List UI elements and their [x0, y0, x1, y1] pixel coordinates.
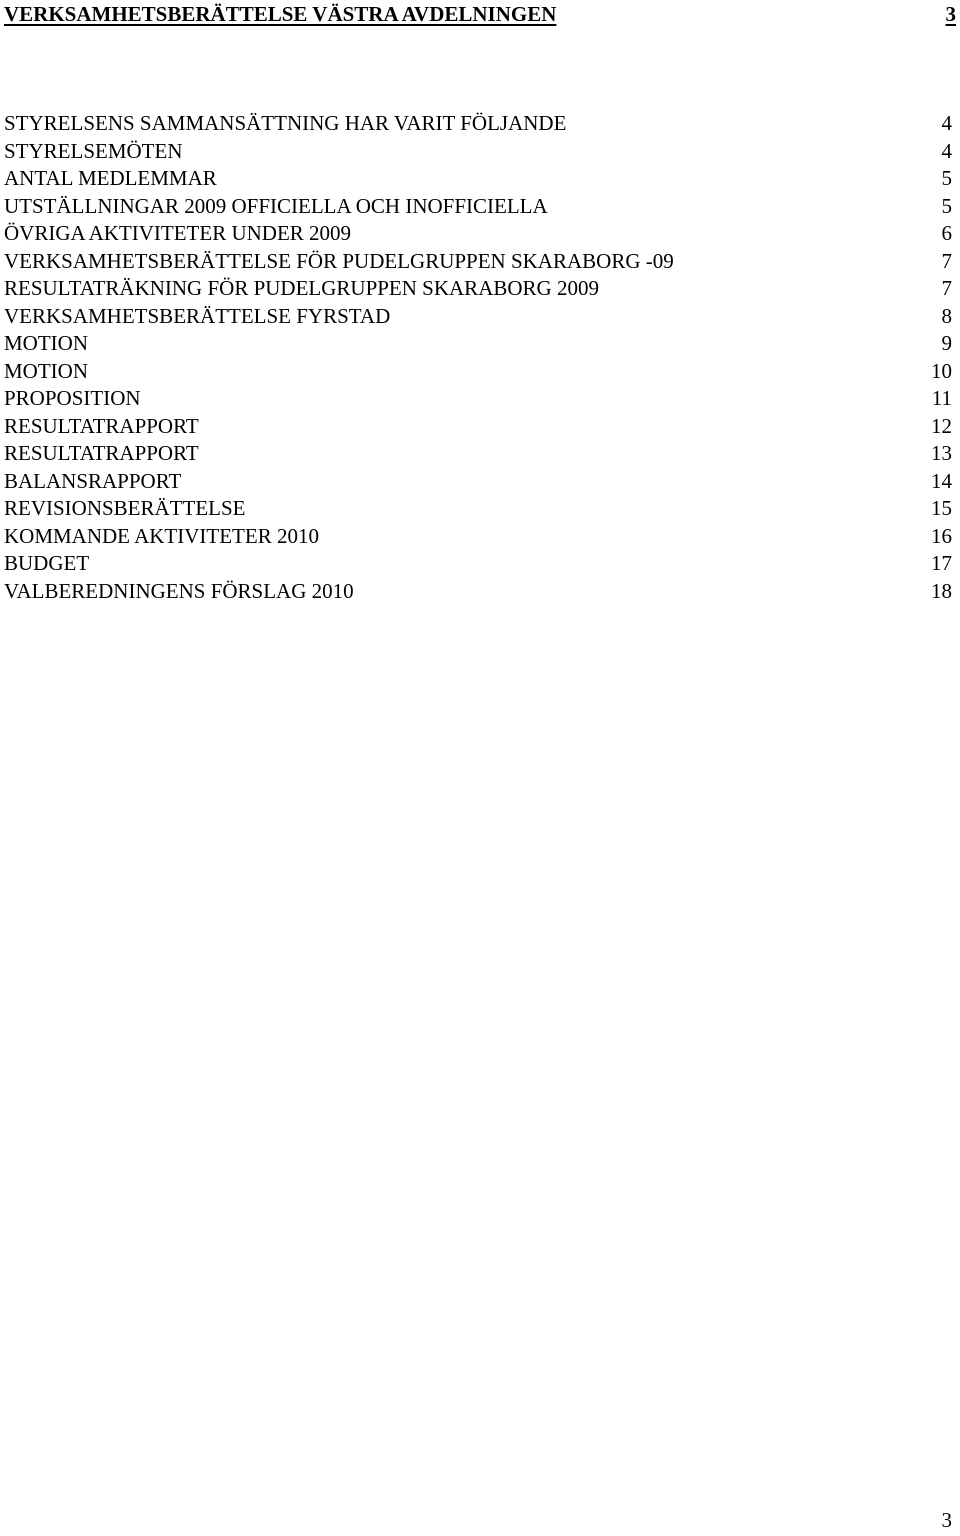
toc-entry-title: MOTION	[4, 331, 88, 355]
toc-entry[interactable]	[4, 413, 952, 441]
toc-entry[interactable]	[4, 193, 952, 221]
toc-entry-page-number: 12	[931, 413, 952, 438]
toc-entry[interactable]	[4, 468, 952, 496]
toc-entry-page-number: 13	[931, 441, 952, 465]
toc-entry-page-number: 7	[941, 276, 952, 300]
toc-entry-title: UTSTÄLLNINGAR 2009 OFFICIELLA OCH INOFFICIELLA	[4, 193, 548, 218]
toc-entry-title: VERKSAMHETSBERÄTTELSE FÖR PUDELGRUPPEN SKARABORG -09	[4, 248, 674, 273]
page-number: 3	[941, 1508, 952, 1532]
toc-entry-title: KOMMANDE AKTIVITETER 2010	[4, 523, 319, 548]
toc-entry-page-number: 9	[941, 331, 952, 355]
toc-heading-link[interactable]	[4, 0, 956, 28]
toc-entry-page-number: 5	[941, 193, 952, 218]
toc-entry-title: STYRELSENS SAMMANSÄTTNING HAR VARIT FÖLJANDE	[4, 111, 567, 135]
toc-entry-title: RESULTATRAPPORT	[4, 413, 199, 438]
toc-entry[interactable]	[4, 330, 952, 358]
toc-entry-page-number: 4	[941, 111, 952, 135]
toc-entry-page-number: 18	[931, 578, 952, 603]
toc-entry-title: BALANSRAPPORT	[4, 468, 182, 493]
toc-entry-page-number: 11	[931, 386, 952, 410]
toc-heading-page-number: 3	[945, 2, 956, 26]
table-of-contents	[4, 110, 952, 605]
toc-entry-page-number: 7	[941, 248, 952, 273]
toc-entry-page-number: 15	[931, 496, 952, 520]
toc-entry-title: PROPOSITION	[4, 386, 141, 410]
toc-entry-page-number: 14	[931, 468, 952, 493]
toc-entry-title: ÖVRIGA AKTIVITETER UNDER 2009	[4, 221, 352, 245]
toc-entry-title: VERKSAMHETSBERÄTTELSE FYRSTAD	[4, 303, 391, 328]
toc-entry-title: RESULTATRÄKNING FÖR PUDELGRUPPEN SKARABORG 2009	[4, 276, 599, 300]
toc-entry-page-number: 16	[931, 523, 952, 548]
toc-entry[interactable]	[4, 275, 952, 303]
toc-entry-page-number: 6	[941, 221, 952, 245]
toc-heading-title: VERKSAMHETSBERÄTTELSE VÄSTRA AVDELNINGEN	[4, 2, 557, 26]
toc-entry-title: ANTAL MEDLEMMAR	[4, 166, 217, 190]
toc-entry-title: BUDGET	[4, 551, 90, 575]
toc-entry[interactable]	[4, 220, 952, 248]
toc-entry-title: STYRELSEMÖTEN	[4, 138, 183, 163]
toc-entry[interactable]	[4, 495, 952, 523]
toc-entry[interactable]	[4, 440, 952, 468]
toc-entry-page-number: 8	[941, 303, 952, 328]
toc-entry[interactable]	[4, 110, 952, 138]
toc-entry[interactable]	[4, 550, 952, 578]
toc-entry-title: RESULTATRAPPORT	[4, 441, 199, 465]
toc-entry[interactable]	[4, 303, 952, 331]
toc-entry[interactable]	[4, 165, 952, 193]
toc-entry[interactable]	[4, 523, 952, 551]
toc-entry[interactable]	[4, 385, 952, 413]
toc-entry-page-number: 17	[931, 551, 952, 575]
toc-entry[interactable]	[4, 138, 952, 166]
toc-entry[interactable]	[4, 578, 952, 606]
toc-entry-title: REVISIONSBERÄTTELSE	[4, 496, 246, 520]
toc-entry[interactable]	[4, 358, 952, 386]
toc-entry-title: MOTION	[4, 358, 88, 383]
toc-entry[interactable]	[4, 248, 952, 276]
toc-entry-title: VALBEREDNINGENS FÖRSLAG 2010	[4, 578, 354, 603]
toc-entry-page-number: 5	[941, 166, 952, 190]
toc-entry-page-number: 4	[941, 138, 952, 163]
toc-entry-page-number: 10	[931, 358, 952, 383]
